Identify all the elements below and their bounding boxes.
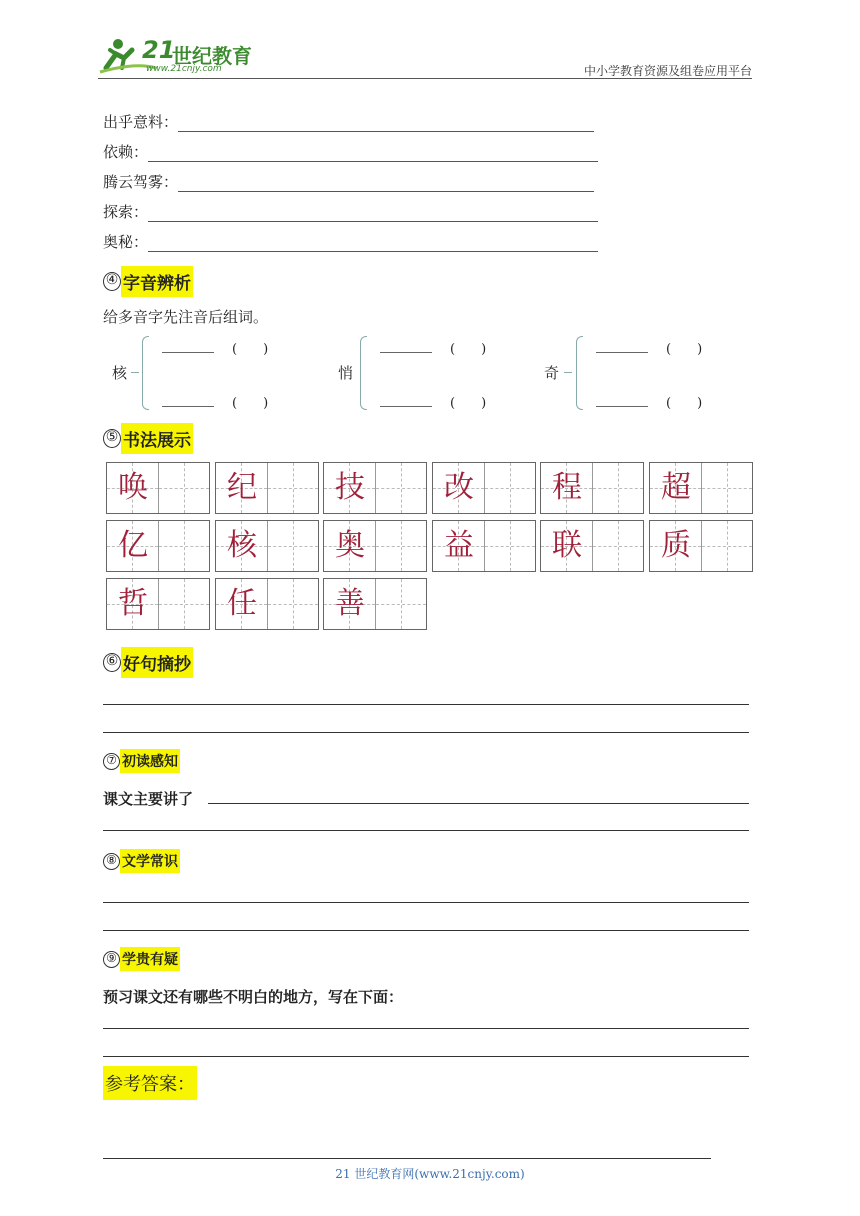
vocab-word: 出乎意料： [103,113,179,131]
model-square [216,579,267,629]
practice-square[interactable] [375,463,426,513]
model-square [324,579,375,629]
pinyin-blank[interactable] [380,352,432,353]
word-paren[interactable]: ( ) [666,342,703,357]
site-tagline: 中小学教育资源及组卷应用平台 [583,64,752,78]
section-title-questions [103,947,180,971]
model-square [324,463,375,513]
calligraphy-cell [432,520,536,572]
model-square [216,521,267,571]
section-label: 初读感知 [120,749,180,773]
calligraphy-char: 哲 [118,586,148,621]
answer-blank[interactable] [178,176,594,192]
calligraphy-char: 唤 [118,470,148,505]
model-square [433,463,484,513]
calligraphy-cell [432,462,536,514]
word-paren[interactable]: ( ) [450,342,487,357]
answer-blank[interactable] [148,146,598,162]
vocab-word: 探索： [103,203,149,221]
word-paren[interactable]: ( ) [450,396,487,411]
practice-square[interactable] [592,521,643,571]
calligraphy-char: 联 [552,528,582,563]
answer-blank[interactable] [148,206,598,222]
writing-line[interactable] [103,902,749,903]
section-label: 好句摘抄 [121,647,193,678]
pinyin-blank[interactable] [596,352,648,353]
practice-square[interactable] [375,579,426,629]
section-label: 书法展示 [121,423,193,454]
vocab-row[interactable] [103,110,594,132]
practice-square[interactable] [267,579,318,629]
practice-square[interactable] [267,463,318,513]
answer-blank[interactable] [178,116,594,132]
section-title-calligraphy [103,423,193,454]
section-number: ⑧ [103,853,120,870]
poly-char: 悄 [338,364,354,382]
model-square [650,463,701,513]
calligraphy-cell [106,520,210,572]
section-label: 文学常识 [120,849,180,873]
section-title-sentences [103,647,193,678]
calligraphy-char: 程 [552,470,582,505]
polyphonic-exercise [112,334,752,414]
model-square [107,579,158,629]
writing-line[interactable] [208,803,749,804]
word-paren[interactable]: ( ) [232,396,269,411]
model-square [650,521,701,571]
pinyin-blank[interactable] [596,406,648,407]
writing-line[interactable] [103,704,749,705]
calligraphy-char: 奥 [335,528,365,563]
section-title-pronunciation [103,266,193,297]
writing-line[interactable] [103,930,749,931]
calligraphy-char: 善 [335,586,365,621]
model-square [433,521,484,571]
calligraphy-char: 任 [227,586,257,621]
site-logo [96,32,266,78]
practice-square[interactable] [375,521,426,571]
model-square [107,521,158,571]
brace [576,336,583,410]
poly-char: 奇 [544,364,560,382]
logo-number: 21 [142,36,176,64]
header-divider [98,78,752,79]
calligraphy-cell [215,578,319,630]
section-title-first-reading [103,749,180,773]
word-paren[interactable]: ( ) [232,342,269,357]
calligraphy-cell [106,578,210,630]
calligraphy-cell [215,462,319,514]
calligraphy-cell [106,462,210,514]
practice-square[interactable] [484,521,535,571]
vocab-row[interactable] [103,140,598,162]
calligraphy-char: 技 [335,470,365,505]
section-number: ④ [103,272,121,291]
section-number: ⑨ [103,951,120,968]
practice-square[interactable] [701,463,752,513]
brace [360,336,367,410]
brace [142,336,149,410]
section-number: ⑤ [103,429,121,448]
vocab-row[interactable] [103,170,594,192]
calligraphy-cell [649,520,753,572]
calligraphy-char: 改 [444,470,474,505]
practice-square[interactable] [484,463,535,513]
model-square [541,521,592,571]
practice-square[interactable] [158,463,209,513]
word-paren[interactable]: ( ) [666,396,703,411]
questions-prompt: 预习课文还有哪些不明白的地方，写在下面： [103,988,404,1006]
calligraphy-char: 超 [661,470,691,505]
model-square [216,463,267,513]
answer-title: 参考答案： [103,1066,197,1100]
calligraphy-cell [323,462,427,514]
calligraphy-char: 亿 [118,528,148,563]
vocab-row[interactable] [103,200,598,222]
vocab-word: 依赖： [103,143,149,161]
pinyin-blank[interactable] [162,352,214,353]
calligraphy-grid [106,462,754,634]
section-label: 字音辨析 [121,266,193,297]
writing-line[interactable] [103,830,749,831]
footer-divider [103,1158,711,1159]
model-square [541,463,592,513]
section-number: ⑦ [103,753,120,770]
calligraphy-cell [323,520,427,572]
vocab-word: 腾云驾雾： [103,173,179,191]
brace-tick [131,372,139,373]
answer-blank[interactable] [148,236,598,252]
section-label: 学贵有疑 [120,947,180,971]
vocab-row[interactable] [103,230,598,252]
calligraphy-char: 纪 [227,470,257,505]
model-square [107,463,158,513]
section-number: ⑥ [103,653,121,672]
calligraphy-cell [649,462,753,514]
writing-line[interactable] [103,1056,749,1057]
practice-square[interactable] [158,521,209,571]
instruction-text: 给多音字先注音后组词。 [103,308,269,326]
calligraphy-char: 质 [661,528,691,563]
logo-text: 世纪教育 [172,44,252,68]
calligraphy-cell [323,578,427,630]
calligraphy-cell [540,462,644,514]
section-title-literature [103,849,180,873]
pinyin-blank[interactable] [162,406,214,407]
calligraphy-cell [540,520,644,572]
practice-square[interactable] [592,463,643,513]
calligraphy-cell [215,520,319,572]
practice-square[interactable] [701,521,752,571]
footer-text[interactable]: 21 世纪教育网(www.21cnjy.com) [335,1167,525,1181]
reading-prompt: 课文主要讲了 [103,790,194,808]
practice-square[interactable] [267,521,318,571]
vocab-word: 奥秘： [103,233,149,251]
calligraphy-char: 核 [227,528,257,563]
brace-tick [564,372,572,373]
writing-line[interactable] [103,1028,749,1029]
model-square [324,521,375,571]
writing-line[interactable] [103,732,749,733]
practice-square[interactable] [158,579,209,629]
logo-url: www.21cnjy.com [146,64,222,74]
pinyin-blank[interactable] [380,406,432,407]
poly-char: 核 [112,364,128,382]
calligraphy-char: 益 [444,528,474,563]
